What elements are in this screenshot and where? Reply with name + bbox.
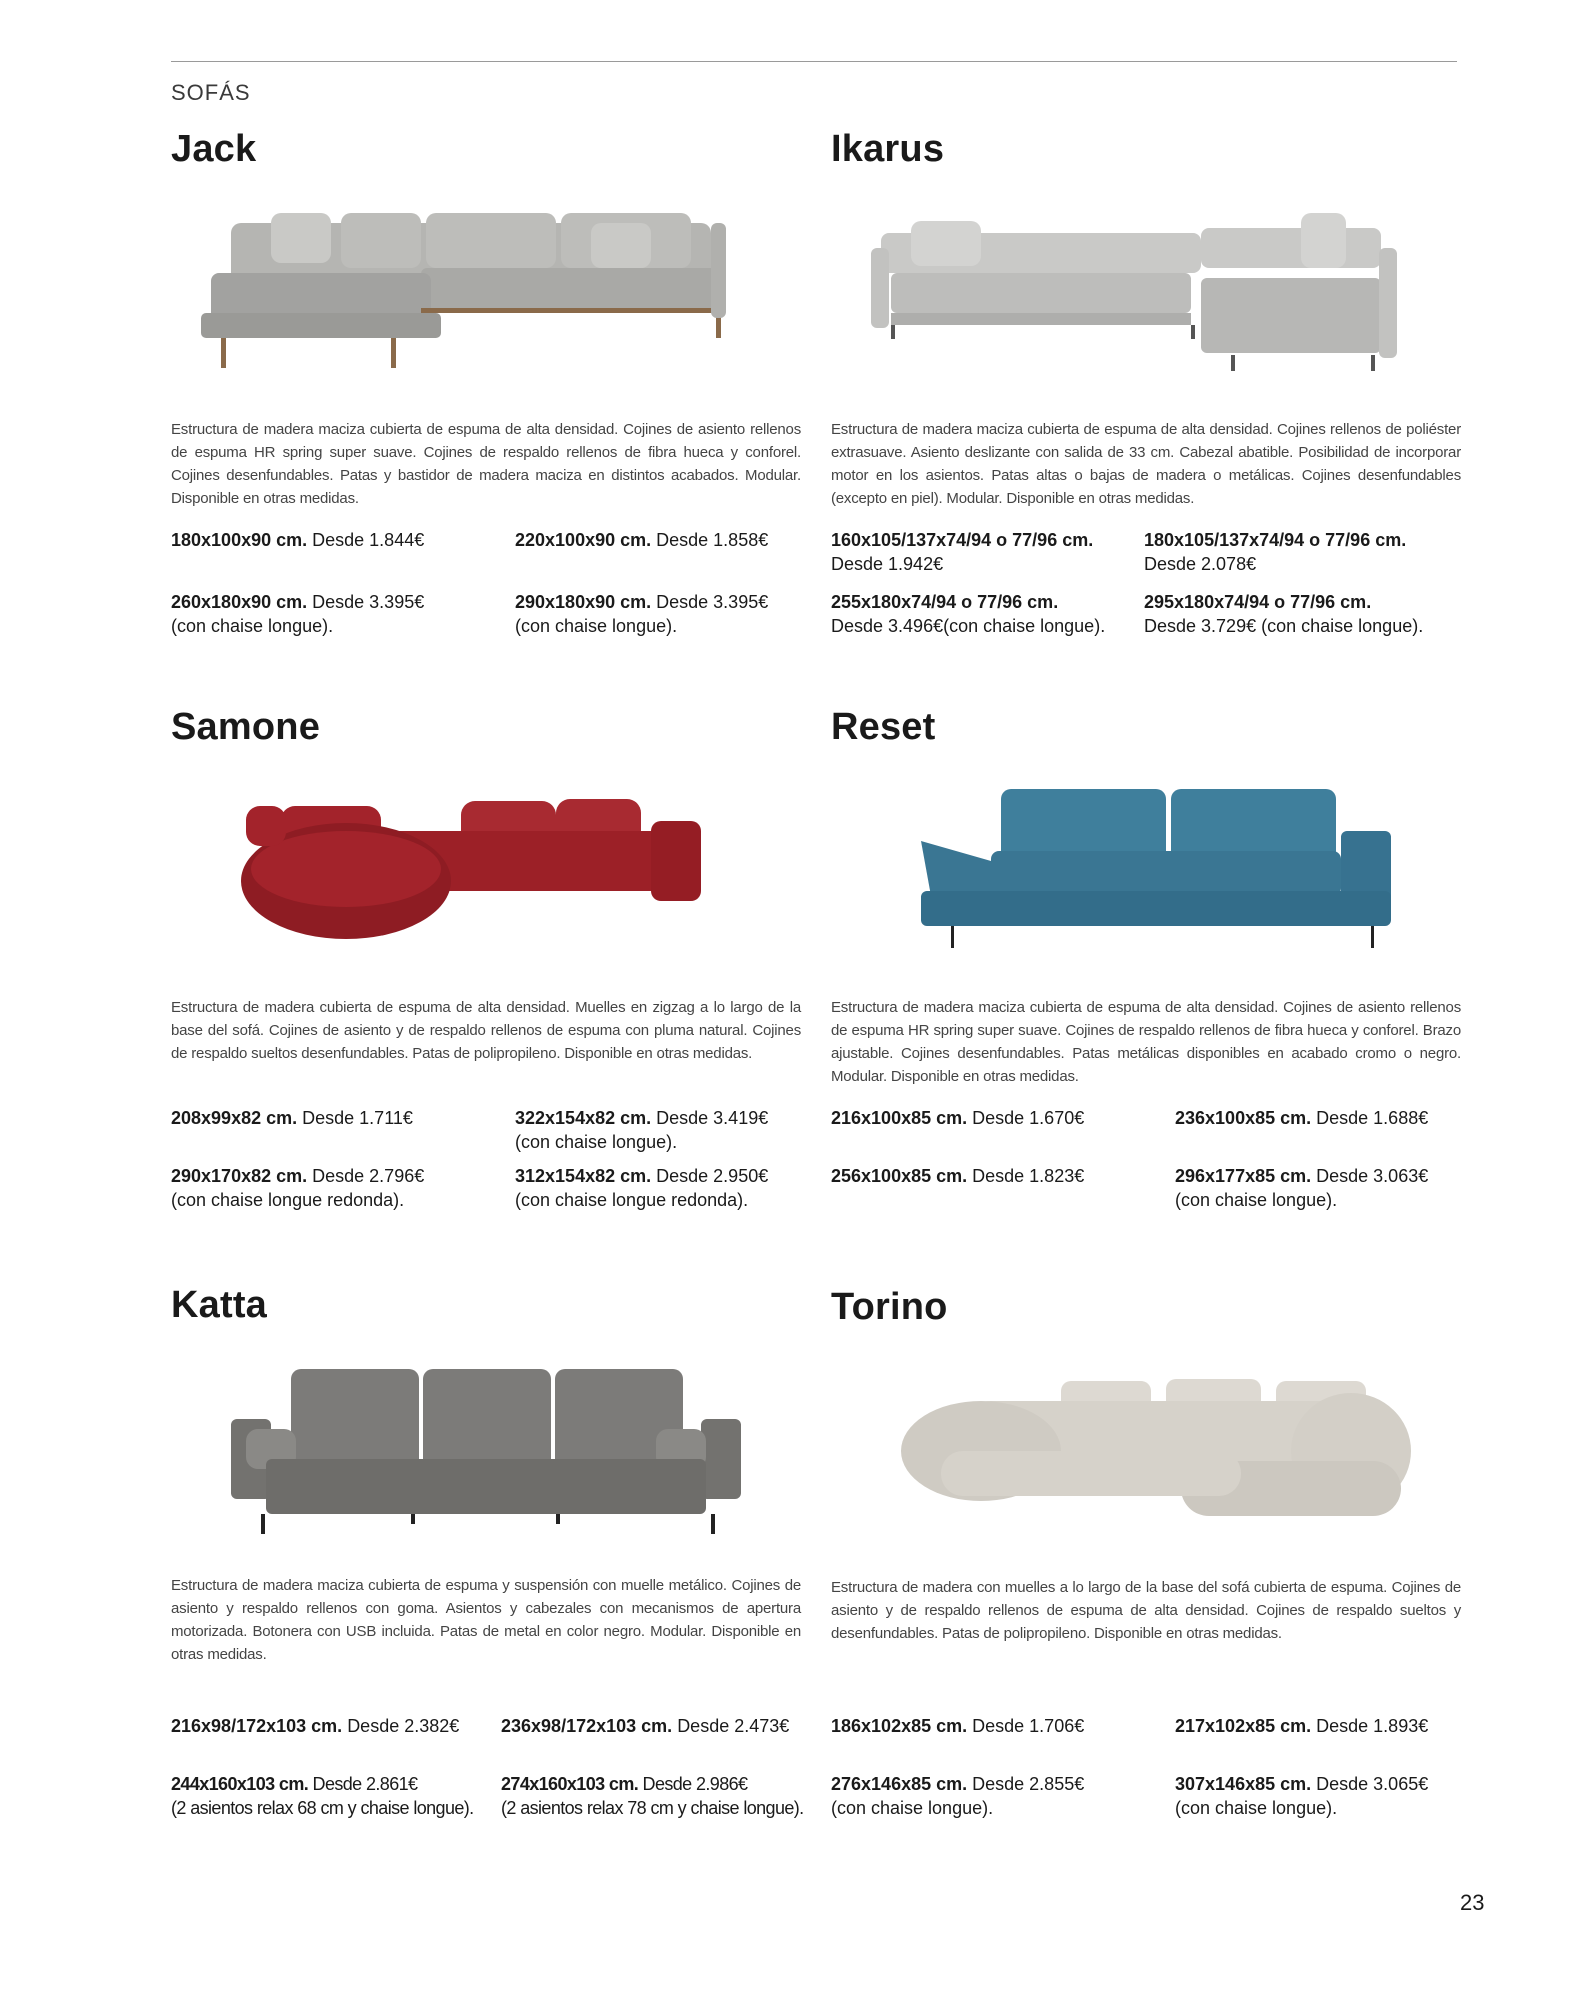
product-jack — [171, 128, 801, 688]
product-description: Estructura de madera cubierta de espuma de alta densidad. Muelles en zigzag a lo largo de la base del sofá. Cojines de asiento y de respaldo rellenos de espuma con pluma natural. Cojines de respaldo sueltos desenfundables. Patas de polipropileno. Disponible en otras medidas. — [171, 999, 801, 1062]
product-title: Ikarus — [831, 128, 945, 170]
sofa-image-ikarus — [831, 183, 1461, 383]
product-torino — [831, 1286, 1461, 1846]
product-description: Estructura de madera maciza cubierta de espuma de alta densidad. Cojines de asiento rellenos de espuma HR spring super suave. Cojines de respaldo rellenos de fibra hueca y conforel. Brazo ajustable. Cojines desenfundables. Patas metálicas disponibles en acabado cromo o negro. Modular. Disponible en otras medidas. — [831, 999, 1461, 1085]
size-item: 236x100x85 cm. Desde 1.688€ — [1175, 1108, 1429, 1128]
product-description: Estructura de madera maciza cubierta de espuma de alta densidad. Cojines de asiento rellenos de espuma HR spring super suave. Cojines de respaldo rellenos de fibra hueca y conforel. Cojines desenfundables. Patas y bastidor de madera maciza en distintos acabados. Modular. Disponible en otras medidas. — [171, 421, 801, 507]
size-item: 180x105/137x74/94 o 77/96 cm. Desde 2.078€ — [1144, 530, 1407, 574]
size-item: 216x98/172x103 cm. Desde 2.382€ — [171, 1716, 460, 1736]
size-item: 208x99x82 cm. Desde 1.711€ — [171, 1108, 413, 1128]
size-item: 322x154x82 cm. Desde 3.419€ (con chaise longue). — [515, 1108, 769, 1152]
product-reset — [831, 706, 1461, 1266]
sofa-image-samone — [171, 761, 801, 961]
sofa-image-reset — [831, 761, 1461, 961]
product-title: Jack — [171, 128, 257, 170]
size-item: 244x160x103 cm. Desde 2.861€ (2 asientos relax 68 cm y chaise longue). — [171, 1774, 474, 1818]
product-title: Torino — [831, 1286, 948, 1328]
size-item: 255x180x74/94 o 77/96 cm. Desde 3.496€(con chaise longue). — [831, 592, 1106, 636]
section-label: SOFÁS — [171, 80, 251, 105]
top-rule — [171, 61, 1457, 62]
size-item: 216x100x85 cm. Desde 1.670€ — [831, 1108, 1085, 1128]
product-title: Reset — [831, 706, 936, 748]
size-item: 217x102x85 cm. Desde 1.893€ — [1175, 1716, 1429, 1736]
product-katta — [171, 1284, 804, 1844]
size-item: 220x100x90 cm. Desde 1.858€ — [515, 530, 769, 550]
product-title: Samone — [171, 706, 321, 748]
product-description: Estructura de madera maciza cubierta de espuma de alta densidad. Cojines rellenos de poliéster extrasuave. Asiento deslizante con salida de 33 cm. Cabezal abatible. Posibilidad de incorporar motor en los asientos. Patas altas o bajas de madera o metálicas. Cojines desenfundables (excepto en piel). Modular. Disponible en otras medidas. — [831, 421, 1461, 507]
size-item: 236x98/172x103 cm. Desde 2.473€ — [501, 1716, 790, 1736]
size-item: 312x154x82 cm. Desde 2.950€ (con chaise longue redonda). — [515, 1166, 769, 1210]
size-item: 290x180x90 cm. Desde 3.395€ (con chaise longue). — [515, 592, 769, 636]
product-description: Estructura de madera con muelles a lo largo de la base del sofá cubierta de espuma. Cojines de asiento y de respaldo rellenos de espuma de alta densidad. Cojines de respaldo sueltos y desenfundables. Patas de polipropileno. Disponible en otras medidas. — [831, 1579, 1461, 1642]
product-samone — [171, 706, 801, 1266]
sofa-image-jack — [171, 183, 801, 383]
size-item: 256x100x85 cm. Desde 1.823€ — [831, 1166, 1085, 1186]
product-title: Katta — [171, 1284, 268, 1326]
page-number: 23 — [1460, 1890, 1485, 1915]
sofa-image-katta — [171, 1339, 801, 1539]
size-item: 260x180x90 cm. Desde 3.395€ (con chaise longue). — [171, 592, 425, 636]
size-item: 296x177x85 cm. Desde 3.063€ (con chaise longue). — [1175, 1166, 1429, 1210]
product-description: Estructura de madera maciza cubierta de espuma y suspensión con muelle metálico. Cojines de asiento y respaldo rellenos con goma. Asientos y cabezales con mecanismos de apertura motorizada. Botonera con USB incluida. Patas de metal en color negro. Modular. Disponible en otras medidas. — [171, 1577, 801, 1663]
size-item: 290x170x82 cm. Desde 2.796€ (con chaise longue redonda). — [171, 1166, 425, 1210]
size-item: 276x146x85 cm. Desde 2.855€ (con chaise longue). — [831, 1774, 1085, 1818]
size-item: 180x100x90 cm. Desde 1.844€ — [171, 530, 425, 550]
sofa-image-torino — [831, 1341, 1461, 1541]
size-item: 307x146x85 cm. Desde 3.065€ (con chaise longue). — [1175, 1774, 1429, 1818]
size-item: 186x102x85 cm. Desde 1.706€ — [831, 1716, 1085, 1736]
size-item: 160x105/137x74/94 o 77/96 cm. Desde 1.942€ — [831, 530, 1094, 574]
size-item: 295x180x74/94 o 77/96 cm. Desde 3.729€ (con chaise longue). — [1144, 592, 1424, 636]
product-ikarus — [831, 128, 1461, 688]
size-item: 274x160x103 cm. Desde 2.986€ (2 asientos relax 78 cm y chaise longue). — [501, 1774, 804, 1818]
